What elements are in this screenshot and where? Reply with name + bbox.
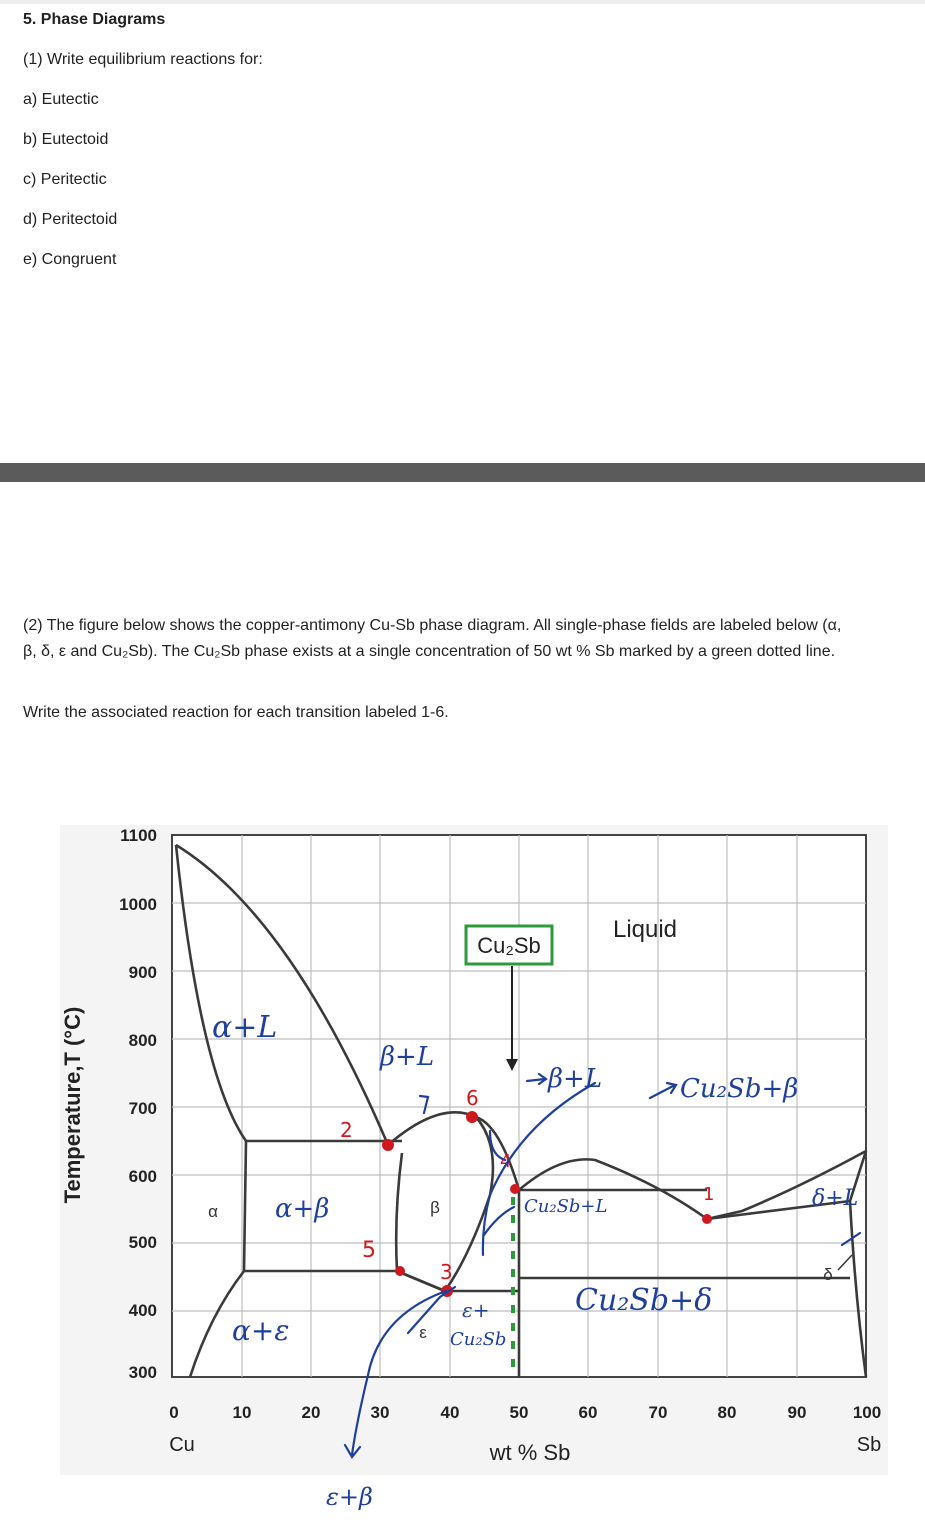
hw-eps-plus: ε+ — [462, 1298, 490, 1322]
xtick-100: 100 — [852, 1403, 882, 1422]
item-peritectoid: d) Peritectoid — [23, 211, 118, 228]
point-4 — [510, 1184, 520, 1194]
ytick-1100: 1100 — [120, 826, 157, 845]
xtick-60: 60 — [578, 1403, 598, 1422]
hw-alpha-eps: α+ε — [232, 1314, 290, 1347]
xtick-0: 0 — [169, 1403, 179, 1422]
delta-label: δ — [823, 1265, 833, 1284]
num-6: 6 — [466, 1086, 479, 1110]
hw-cu2sb-beta: Cu₂Sb+β — [680, 1074, 799, 1104]
ytick-1000: 1000 — [119, 895, 157, 914]
top-border — [0, 0, 925, 4]
phase-diagram — [0, 815, 925, 1534]
ytick-600: 600 — [128, 1167, 157, 1186]
num-3: 3 — [440, 1260, 453, 1284]
xtick-50: 50 — [509, 1403, 529, 1422]
hw-eps-beta: ε+β — [326, 1483, 373, 1511]
ytick-400: 400 — [128, 1301, 157, 1320]
item-peritectic: c) Peritectic — [23, 171, 107, 188]
ytick-900: 900 — [128, 963, 157, 982]
x-left-element: Cu — [169, 1434, 195, 1456]
xtick-90: 90 — [787, 1403, 807, 1422]
hw-beta-L-arrow: β+L — [548, 1064, 603, 1094]
x-right-element: Sb — [856, 1434, 882, 1456]
xtick-40: 40 — [440, 1403, 460, 1422]
hw-cu2sb-L: Cu₂Sb+L — [524, 1196, 608, 1217]
point-5 — [395, 1266, 405, 1276]
y-axis-label: Temperature,T (°C) — [60, 1006, 85, 1204]
num-4: 4 — [500, 1151, 512, 1172]
item-eutectic: a) Eutectic — [23, 91, 99, 108]
q1-intro: (1) Write equilibrium reactions for: — [23, 51, 263, 68]
xtick-20: 20 — [301, 1403, 321, 1422]
point-2 — [382, 1139, 394, 1151]
cu2sb-box-label: Cu₂Sb — [477, 933, 541, 958]
alpha-label: α — [208, 1202, 218, 1221]
q2-instruction: Write the associated reaction for each transition labeled 1-6. — [23, 704, 449, 721]
num-2: 2 — [340, 1118, 353, 1142]
hw-cu2sb-under: Cu₂Sb — [450, 1329, 507, 1350]
item-eutectoid: b) Eutectoid — [23, 131, 109, 148]
section-title: 5. Phase Diagrams — [23, 11, 166, 28]
point-1 — [702, 1214, 712, 1224]
xtick-10: 10 — [232, 1403, 252, 1422]
liquid-label: Liquid — [612, 916, 678, 943]
beta-label: β — [430, 1198, 440, 1217]
hw-delta-L: δ+L — [812, 1186, 859, 1211]
item-congruent: e) Congruent — [23, 251, 117, 268]
section-divider — [0, 463, 925, 482]
epsilon-label: ε — [419, 1323, 427, 1342]
q2-paragraph: (2) The figure below shows the copper-antimony Cu-Sb phase diagram. All single-phase fields are labeled below (α, β, δ, ε and Cu₂Sb). The Cu₂Sb phase exists at a single concentration of 50 wt % Sb marked by a green dotted line. — [23, 617, 842, 660]
ytick-700: 700 — [128, 1099, 157, 1118]
hw-beta-L: β+L — [380, 1042, 435, 1072]
num-5: 5 — [362, 1238, 376, 1263]
ytick-500: 500 — [128, 1233, 157, 1252]
xtick-70: 70 — [648, 1403, 668, 1422]
xtick-30: 30 — [370, 1403, 390, 1422]
xtick-80: 80 — [717, 1403, 737, 1422]
num-1: 1 — [703, 1184, 715, 1205]
hw-alpha-beta: α+β — [275, 1194, 330, 1224]
ytick-300: 300 — [128, 1363, 157, 1382]
hw-cu2sb-delta: Cu₂Sb+δ — [575, 1283, 713, 1318]
x-axis-label: wt % Sb — [489, 1440, 571, 1465]
ytick-800: 800 — [128, 1031, 157, 1050]
point-6 — [466, 1111, 478, 1123]
hw-alpha-L: α+L — [212, 1010, 278, 1045]
